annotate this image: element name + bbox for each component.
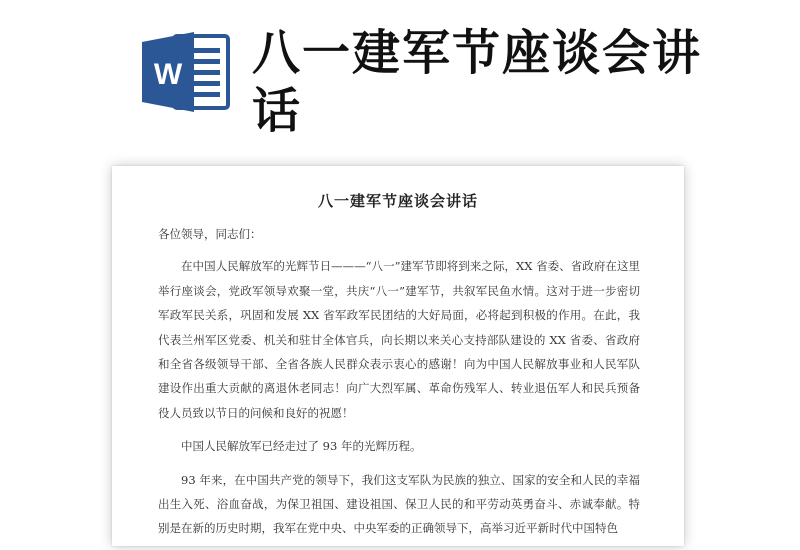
document-page-preview <box>112 166 684 546</box>
document-greeting: 各位领导，同志们： <box>158 227 262 241</box>
header <box>0 0 800 160</box>
word-icon-letter: W <box>153 58 183 91</box>
document-title: 八一建军节座谈会讲话 <box>317 192 478 210</box>
page-title: 八一建军节座谈会讲话 <box>252 25 703 139</box>
document-paragraph: 93 年来，在中国共产党的领导下，我们这支军队为民族的独立、国家的安全和人民的幸福出生入死、浴血奋战，为保卫祖国、建设祖国、保卫人民的和平劳动英勇奋斗、赤诚奉献。特别是在新的历史时期，我军在党中央、中央军委的正确领导下，高举习近平新时代中国特色 <box>158 472 640 536</box>
document-paragraph: 在中国人民解放军的光辉节日———“八一”建军节即将到来之际，XX 省委、省政府在这里举行座谈会，党政军领导欢聚一堂，共庆“八一”建军节，共叙军民鱼水情。这对于进一步密切军政军民关系，巩固和发展 XX 省军政军民团结的大好局面，必将起到积极的作用。在此，我代表兰州军区党委、机关和驻甘全体官兵，向长期以来关心支持部队建设的 XX 省委、省政府和全省各级领导干部、全省各族人民群众表示衷心的感谢！向为中国人民解放事业和人民军队建设作出重大贡献的离退休老同志！向广大烈军属、革命伤残军人、转业退伍军人和民兵预备役人员致以节日的问候和良好的祝愿！ <box>158 259 640 420</box>
document-body <box>158 222 640 550</box>
document-paragraph: 中国人民解放军已经走过了 93 年的光辉历程。 <box>181 439 422 454</box>
word-document-icon <box>140 30 232 114</box>
